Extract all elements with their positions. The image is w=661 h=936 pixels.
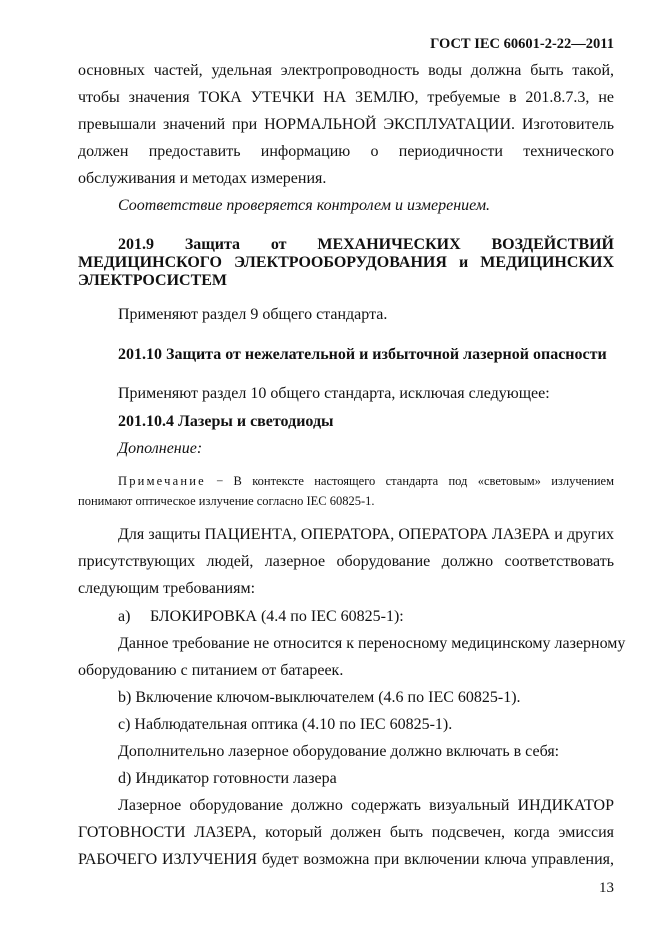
list-item-c: c) Наблюдательная оптика (4.10 по IEC 60825-1). [118, 716, 453, 733]
section-201-9-heading-line3: ЭЛЕКТРОСИСТЕМ [78, 272, 228, 289]
section-201-10-body: Применяют раздел 10 общего стандарта, исключая следующее: [118, 385, 550, 402]
section-201-10-4-heading: 201.10.4 Лазеры и светодиоды [118, 413, 334, 430]
note-line1 [118, 474, 614, 489]
list-item-d: d) Индикатор готовности лазера [118, 770, 337, 787]
note-line2: понимают оптическое излучение согласно IEC 60825-1. [78, 494, 375, 508]
para2-line3: следующим требованиям: [78, 580, 256, 597]
note-label: Примечание [118, 474, 206, 488]
document-header: ГОСТ IEC 60601-2-22—2011 [430, 36, 614, 52]
section-201-9-heading-line2: МЕДИЦИНСКОГО ЭЛЕКТРООБОРУДОВАНИЯ и МЕДИЦИНСКИХ [78, 254, 614, 271]
note-text: − В контексте настоящего стандарта под «световым» излучением [205, 474, 614, 488]
list-item-a [118, 608, 614, 626]
para1-line3: превышали значений при НОРМАЛЬНОЙ ЭКСПЛУАТАЦИИ. Изготовитель [78, 116, 614, 133]
list-item-a-marker: a) [118, 608, 131, 625]
additional-text: Дополнительно лазерное оборудование должно включать в себя: [118, 743, 560, 760]
list-item-a-text: БЛОКИРОВКА (4.4 по IEC 60825-1): [150, 608, 404, 625]
para3-line3: РАБОЧЕГО ИЗЛУЧЕНИЯ будет возможна при включении ключа управления, [78, 851, 614, 868]
item-a-note-line1: Данное требование не относится к переносному медицинскому лазерному [118, 635, 626, 652]
section-201-9-body: Применяют раздел 9 общего стандарта. [118, 306, 388, 323]
para3-line1: Лазерное оборудование должно содержать визуальный ИНДИКАТОР [118, 797, 614, 814]
section-201-9-heading-line1: 201.9 Защита от МЕХАНИЧЕСКИХ ВОЗДЕЙСТВИЙ [118, 236, 614, 253]
para2-line1: Для защиты ПАЦИЕНТА, ОПЕРАТОРА, ОПЕРАТОРА ЛАЗЕРА и других [118, 526, 614, 543]
page-number: 13 [599, 880, 614, 896]
para1-line5: обслуживания и методах измерения. [78, 170, 327, 187]
para1-line4: должен предоставить информацию о периодичности технического [78, 143, 614, 160]
para1-line2: чтобы значения ТОКА УТЕЧКИ НА ЗЕМЛЮ, требуемые в 201.8.7.3, не [78, 89, 614, 106]
section-201-10-heading: 201.10 Защита от нежелательной и избыточной лазерной опасности [118, 346, 607, 363]
list-item-b: b) Включение ключом-выключателем (4.6 по IEC 60825-1). [118, 689, 521, 706]
para3-line2: ГОТОВНОСТИ ЛАЗЕРА, который должен быть подсвечен, когда эмиссия [78, 824, 614, 841]
para2-line2: присутствующих людей, лазерное оборудование должно соответствовать [78, 553, 614, 570]
para1-line1: основных частей, удельная электропроводность воды должна быть такой, [78, 62, 614, 79]
item-a-note-line2: оборудованию с питанием от батареек. [78, 662, 344, 679]
compliance-text: Соответствие проверяется контролем и измерением. [118, 197, 491, 214]
addition-label: Дополнение: [118, 440, 203, 457]
